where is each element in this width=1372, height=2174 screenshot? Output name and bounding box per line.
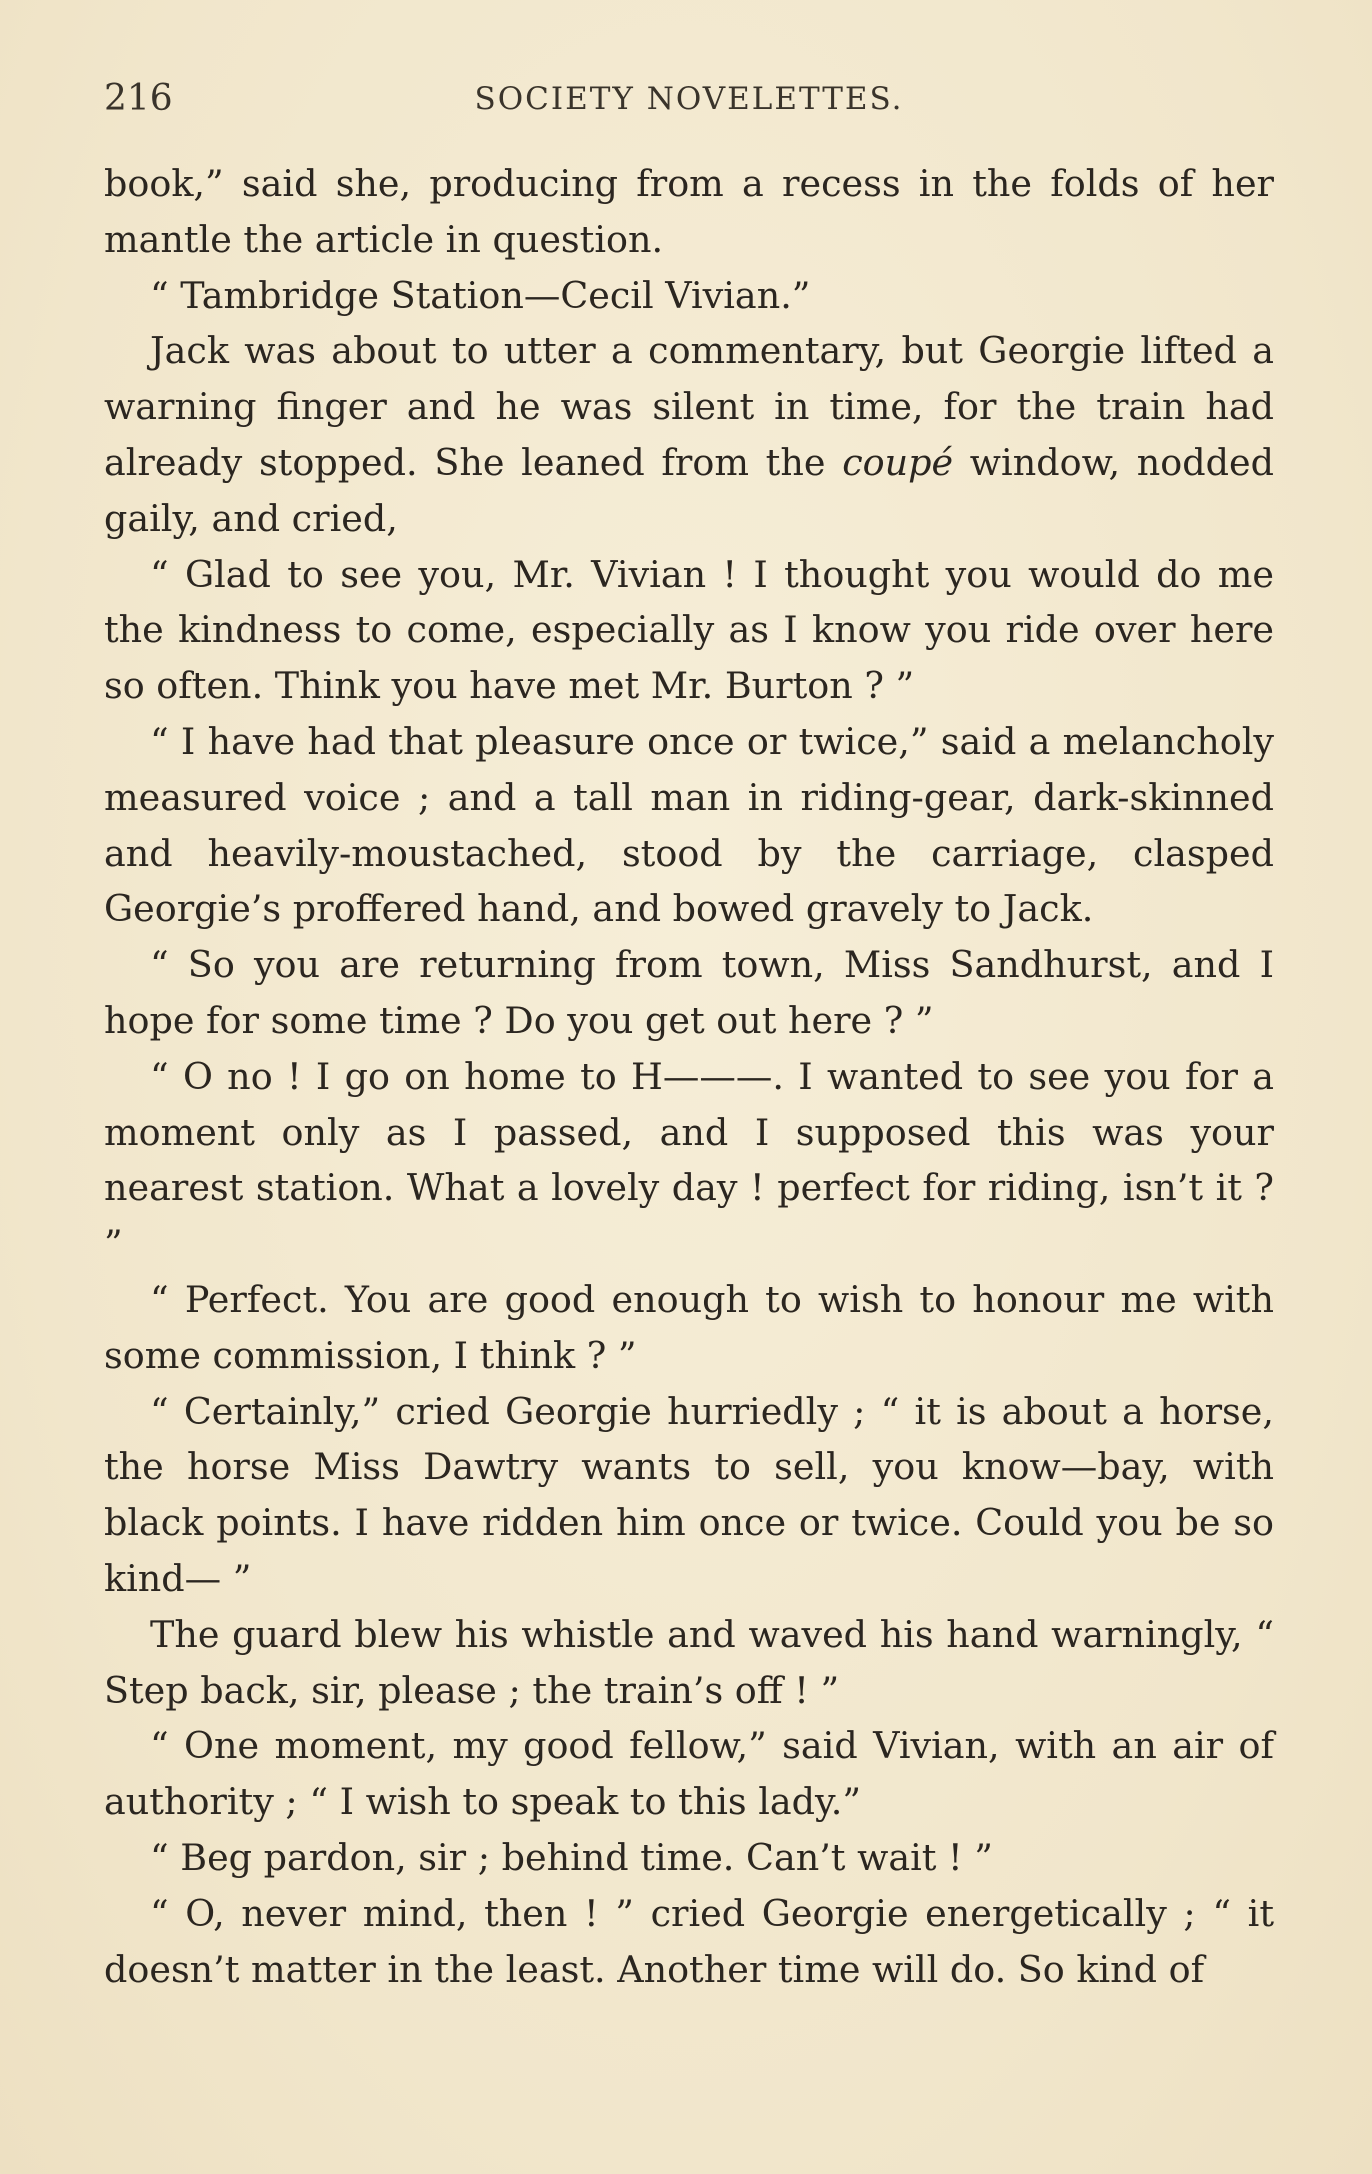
paragraph-10: The guard blew his whistle and waved his hand warningly, “ Step back, sir, please ; the train’s off ! ” — [104, 1612, 1274, 1712]
paragraph-3-text-a: Jack was about to utter a commentary, but Georgie lifted a warning finger and he was silent in time, for the train had already stopped. She leaned from the — [104, 329, 1274, 484]
paragraph-2: “ Tambridge Station—Cecil Vivian.” — [150, 273, 811, 317]
paragraph-7: “ O no ! I go on home to H———. I wanted to see you for a moment only as I passed, and I supposed this was your nearest station. What a lovely day ! perfect for riding, isn’t it ? ” — [104, 1054, 1274, 1266]
paragraph-6: “ So you are returning from town, Miss Sandhurst, and I hope for some time ? Do you get out here ? ” — [104, 943, 1274, 1042]
paragraph-1: book,” said she, producing from a recess in the folds of her mantle the article in question. — [104, 162, 1274, 261]
paragraph-5: “ I have had that pleasure once or twice,” said a melancholy measured voice ; and a tall man in riding-gear, dark-skinned and heavily-moustached, stood by the carriage, clasped Georgie’s proffered hand, and bowed gravely to Jack. — [104, 719, 1274, 931]
paragraph-3 — [104, 323, 1274, 546]
paragraph-8: “ Perfect. You are good enough to wish to honour me with some commission, I think ? ” — [104, 1277, 1274, 1377]
paragraph-12: “ Beg pardon, sir ; behind time. Can’t wait ! ” — [150, 1835, 993, 1879]
paragraph-13: “ O, never mind, then ! ” cried Georgie energetically ; “ it doesn’t matter in the least. Another time will do. So kind of — [104, 1891, 1274, 1991]
paragraph-9: “ Certainly,” cried Georgie hurriedly ; “ it is about a horse, the horse Miss Dawtry wants to sell, you know—bay, with black points. I have ridden him once or twice. Could you be so kind— ” — [104, 1389, 1274, 1600]
paragraph-11: “ One moment, my good fellow,” said Vivian, with an air of authority ; “ I wish to speak to this lady.” — [104, 1724, 1274, 1824]
paragraph-3-italic: coupé — [842, 440, 954, 484]
paragraph-4: “ Glad to see you, Mr. Vivian ! I thought you would do me the kindness to come, especially as I know you ride over here so often. Think you have met Mr. Burton ? ” — [104, 552, 1274, 708]
page-header — [104, 74, 1274, 124]
paragraph-3-text-b: window, nodded gaily, and cried, — [104, 440, 1274, 540]
running-title: SOCIETY NOVELETTES. — [474, 81, 904, 117]
page-number: 216 — [104, 78, 173, 119]
body-text — [104, 156, 1274, 1997]
